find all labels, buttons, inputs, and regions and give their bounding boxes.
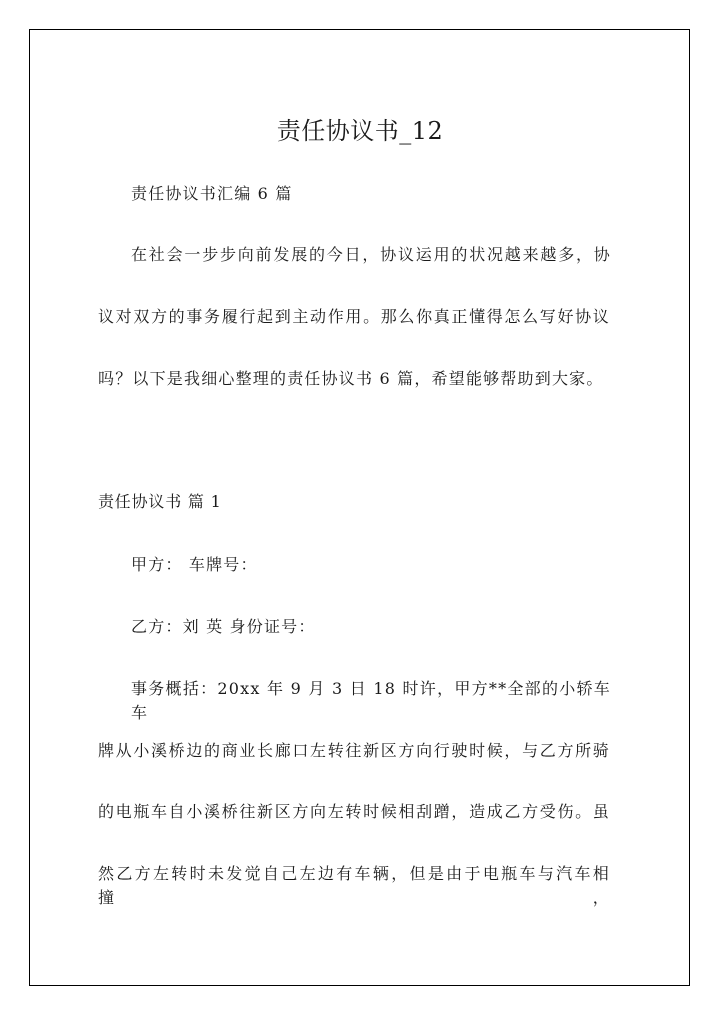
summary-line-2: 牌从小溪桥边的商业长廊口左转往新区方向行驶时候，与乙方所骑 [98, 741, 610, 760]
section-heading: 责任协议书 篇 1 [98, 492, 222, 511]
summary-line-4: 然乙方左转时未发觉自己左边有车辆，但是由于电瓶车与汽车相撞， [98, 864, 610, 907]
intro-line-3: 吗？以下是我细心整理的责任协议书 6 篇，希望能够帮助到大家。 [98, 369, 604, 388]
intro-line-2: 议对双方的事务履行起到主动作用。那么你真正懂得怎么写好协议 [98, 307, 610, 326]
party-b-line: 乙方：刘 英 身份证号： [131, 617, 316, 636]
summary-line-3: 的电瓶车自小溪桥往新区方向左转时候相刮蹭，造成乙方受伤。虽 [98, 802, 610, 821]
party-a-line: 甲方： 车牌号： [131, 555, 258, 574]
intro-line-1: 在社会一步步向前发展的今日，协议运用的状况越来越多，协 [131, 245, 611, 264]
document-title: 责任协议书_12 [276, 117, 444, 145]
summary-line-1: 事务概括：20xx 年 9 月 3 日 18 时许，甲方**全部的小轿车车 [131, 679, 611, 722]
document-subtitle: 责任协议书汇编 6 篇 [131, 184, 293, 203]
